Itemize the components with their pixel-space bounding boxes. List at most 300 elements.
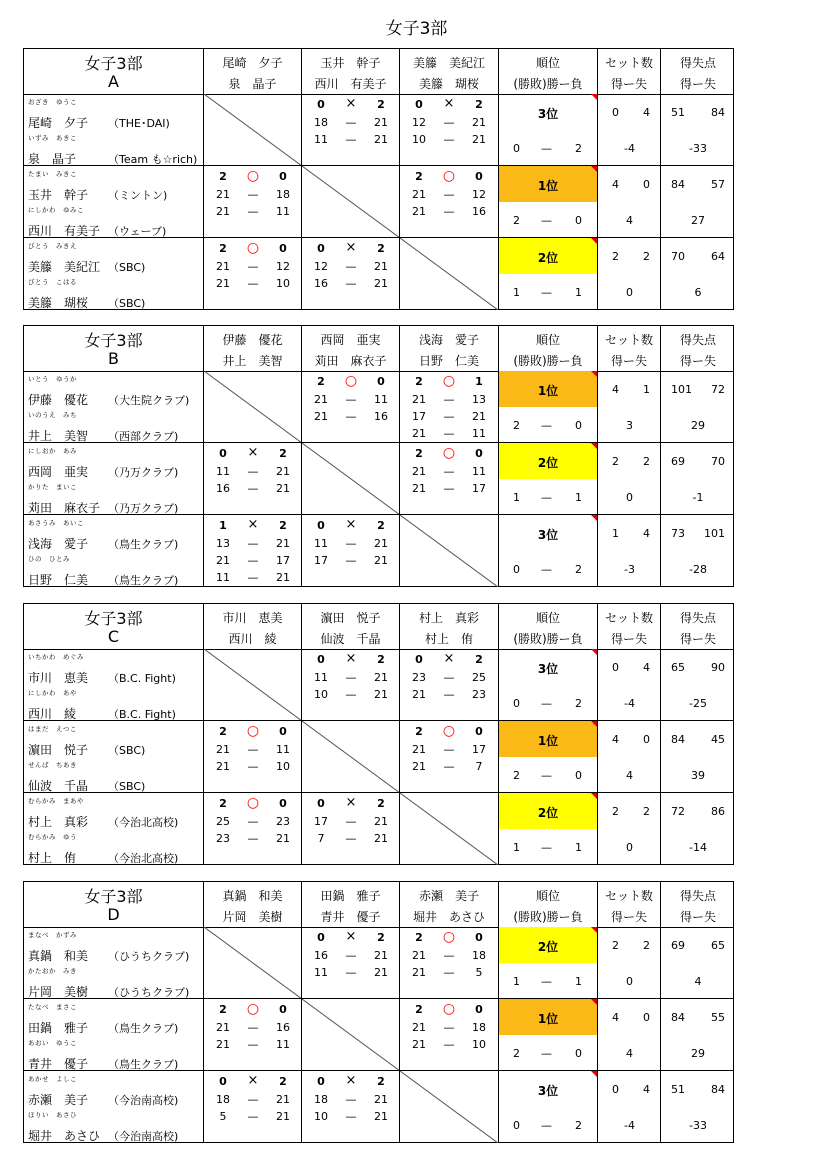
set-dash: — [247,1038,259,1051]
set-score-own: 21 [216,188,230,201]
player-name-1: 伊藤 優花 [28,393,89,407]
sets-cell [598,793,661,865]
win-circle-icon: ○ [442,445,456,461]
sets-diff: 3 [626,419,633,432]
set-score-opp: 21 [374,671,388,684]
rank-cell [499,371,597,442]
pair-row [24,443,733,515]
player-name-2: 苅田 麻衣子 [28,501,101,515]
set-score-opp: 21 [374,1093,388,1106]
group-table [23,603,734,865]
points-diff: 4 [694,975,702,988]
set-score-own: 21 [216,260,230,273]
header-cell [400,49,499,94]
set-score-own: 21 [412,760,426,773]
rank-label: 1位 [537,384,559,398]
sets-won: 2 [612,250,619,263]
set-dash: — [247,277,259,290]
sets-lost: 0 [643,178,650,191]
match-cell [302,238,400,310]
club-1: （鳥生クラブ) [108,1022,179,1035]
set-score-opp: 16 [374,410,388,423]
points-won: 73 [671,527,685,540]
record-dash: — [541,286,552,299]
header-record-label: (勝敗)勝ー負 [513,77,583,91]
group-header [24,604,733,650]
group-table [23,881,734,1143]
set-score-opp: 12 [472,188,486,201]
set-score-opp: 21 [276,482,290,495]
points-cell [661,443,735,514]
club-1: （今治南高校) [108,1094,179,1107]
wins-count: 1 [513,286,520,299]
set-score-own: 21 [314,393,328,406]
win-circle-icon: ○ [442,723,456,739]
header-record-label: (勝敗)勝ー負 [513,910,583,924]
set-dash: — [247,760,259,773]
points-lost: 64 [711,250,725,263]
player-name-1: 浅海 愛子 [28,537,89,551]
header-points-sub: 得ー失 [679,632,716,646]
points-cell [661,721,735,792]
rank-highlight [499,166,597,202]
furigana-1: たまい みきこ [28,170,77,178]
player-name-2: 日野 仁美 [28,573,89,587]
points-lost: 101 [704,527,725,540]
match-sets-lost: 0 [279,1003,287,1016]
group-header [24,882,733,928]
points-diff: -28 [689,563,707,576]
group-title: 女子3部 [84,609,143,628]
header-cell [400,326,499,371]
header-points-label: 得失点 [679,333,716,347]
set-score-opp: 21 [374,832,388,845]
header-cell [598,604,661,649]
rank-highlight [499,721,597,757]
sets-cell [598,166,661,237]
header-cell [24,604,204,649]
set-score-own: 11 [216,465,230,478]
match-cell [302,371,400,442]
match-cell [204,721,302,792]
set-dash: — [247,465,259,478]
rank-cell [499,94,597,165]
player-cell [24,238,204,310]
furigana-2: せんば ちあき [28,761,77,769]
win-circle-icon: ○ [246,795,260,811]
header-cell [302,604,400,649]
set-score-own: 21 [412,1038,426,1051]
loss-cross-icon: × [345,795,357,810]
player-name-2: 泉 晶子 [28,152,77,166]
club-2: （西部クラブ) [108,430,179,443]
set-score-opp: 21 [374,260,388,273]
rank-label: 1位 [537,734,559,748]
rank-highlight [499,793,597,829]
club-1: （今治北高校) [108,816,179,829]
points-lost: 90 [711,661,725,674]
win-circle-icon: ○ [344,373,358,389]
points-diff: 6 [694,286,702,299]
set-score-own: 18 [314,116,328,129]
player-name-2: 西川 綾 [28,707,77,721]
losses-count: 0 [575,1047,582,1060]
set-dash: — [345,393,357,406]
losses-count: 1 [575,286,582,299]
set-score-opp: 11 [472,427,486,440]
set-score-opp: 10 [472,1038,486,1051]
player-name-1: 赤瀬 美子 [28,1093,89,1107]
losses-count: 2 [575,697,582,710]
header-player-1: 濵田 悦子 [320,611,381,625]
set-score-own: 21 [412,688,426,701]
club-2: （B.C. Fight) [108,708,176,721]
furigana-2: ひの ひとみ [28,555,70,563]
match-sets-won: 2 [415,170,423,183]
set-dash: — [443,393,455,406]
furigana-2: かたおか みき [28,967,77,975]
furigana-2: にしかわ あや [28,689,77,697]
sets-cell [598,927,661,998]
losses-count: 2 [575,563,582,576]
furigana-2: にしかわ ゆみこ [28,206,84,214]
player-name-2: 青井 優子 [28,1057,89,1071]
set-score-own: 10 [314,688,328,701]
match-sets-won: 2 [219,1003,227,1016]
match-sets-won: 2 [219,797,227,810]
club-2: （鳥生クラブ) [108,574,179,587]
set-score-opp: 21 [374,966,388,979]
set-score-opp: 18 [472,949,486,962]
player-cell [24,927,204,998]
sets-won: 1 [612,527,619,540]
points-cell [661,371,735,442]
set-dash: — [345,537,357,550]
match-sets-lost: 0 [475,725,483,738]
set-dash: — [443,410,455,423]
match-cell [400,721,498,792]
group-table [23,325,734,587]
set-score-own: 21 [412,966,426,979]
match-sets-won: 2 [415,931,423,944]
group-letter: B [108,349,119,368]
match-sets-lost: 0 [279,725,287,738]
rank-cell [499,793,597,865]
player-name-1: 玉井 幹子 [28,188,89,202]
header-cell [499,326,598,371]
set-score-own: 21 [412,205,426,218]
sets-cell [598,94,661,165]
sets-cell [598,649,661,720]
match-sets-won: 0 [317,931,325,944]
header-sets-sub: 得ー失 [610,632,647,646]
rank-label: 2位 [537,940,559,954]
player-cell [24,515,204,587]
match-sets-lost: 2 [377,797,385,810]
match-sets-lost: 1 [475,375,483,388]
set-dash: — [247,482,259,495]
match-sets-won: 2 [415,1003,423,1016]
record-dash: — [541,142,552,155]
club-1: （大生院クラブ) [108,394,190,407]
match-cell [204,443,302,514]
set-dash: — [247,188,259,201]
player-cell [24,371,204,442]
losses-count: 1 [575,975,582,988]
match-sets-lost: 2 [377,931,385,944]
set-score-own: 21 [216,1038,230,1051]
set-score-opp: 21 [374,1110,388,1123]
record-dash: — [541,214,552,227]
points-won: 69 [671,939,685,952]
self-match-diagonal [204,371,302,442]
set-dash: — [247,571,259,584]
match-sets-lost: 2 [279,1075,287,1088]
win-circle-icon: ○ [246,1001,260,1017]
header-cell [499,49,598,94]
set-score-own: 21 [412,393,426,406]
set-dash: — [247,537,259,550]
record-dash: — [541,419,552,432]
set-dash: — [443,671,455,684]
set-score-own: 21 [216,277,230,290]
match-sets-lost: 0 [279,170,287,183]
match-sets-won: 1 [219,519,227,532]
match-sets-won: 0 [317,1075,325,1088]
set-score-own: 10 [314,1110,328,1123]
points-lost: 86 [711,805,725,818]
set-score-opp: 21 [374,133,388,146]
match-sets-lost: 0 [475,1003,483,1016]
win-circle-icon: ○ [246,723,260,739]
group-header [24,49,733,95]
sets-cell [598,721,661,792]
match-cell [400,94,498,165]
set-score-own: 21 [412,188,426,201]
set-score-opp: 10 [276,277,290,290]
win-circle-icon: ○ [246,168,260,184]
sets-diff: -4 [624,142,635,155]
losses-count: 2 [575,142,582,155]
header-player-1: 赤瀬 美子 [418,889,479,903]
set-score-opp: 16 [276,1021,290,1034]
set-dash: — [345,133,357,146]
player-name-1: 尾崎 夕子 [28,116,89,130]
points-diff: 29 [691,1047,705,1060]
header-sets-label: セット数 [604,56,653,70]
rank-highlight [499,94,597,130]
points-diff: -25 [689,697,707,710]
group-title: 女子3部 [84,887,143,906]
rank-highlight [499,927,597,963]
losses-count: 2 [575,1119,582,1132]
set-dash: — [443,1038,455,1051]
wins-count: 0 [513,1119,520,1132]
self-match-diagonal [400,1071,498,1143]
rank-highlight [499,371,597,407]
group-letter: C [107,627,120,646]
points-won: 84 [671,733,685,746]
club-2: （SBC) [108,780,146,793]
header-cell [661,49,735,94]
match-cell [204,238,302,310]
match-cell [400,166,498,237]
furigana-2: かりた まいこ [28,483,77,491]
set-score-opp: 21 [276,1110,290,1123]
header-player-1: 村上 真彩 [418,611,479,625]
header-cell [661,326,735,371]
header-player-2: 西川 綾 [228,632,277,646]
self-match-diagonal [204,927,302,998]
set-score-opp: 21 [276,537,290,550]
set-score-own: 25 [216,815,230,828]
header-player-1: 市川 恵美 [222,611,283,625]
set-score-own: 21 [412,1021,426,1034]
set-dash: — [247,205,259,218]
club-1: （SBC) [108,744,146,757]
player-name-2: 西川 有美子 [28,224,101,238]
points-lost: 57 [711,178,725,191]
wins-count: 2 [513,1047,520,1060]
set-dash: — [345,260,357,273]
group-header [24,326,733,372]
sets-won: 0 [612,106,619,119]
match-sets-lost: 2 [377,1075,385,1088]
header-points-label: 得失点 [679,56,716,70]
points-lost: 55 [711,1011,725,1024]
set-score-opp: 21 [472,410,486,423]
player-name-1: 市川 恵美 [28,671,89,685]
loss-cross-icon: × [345,929,357,944]
rank-label: 2位 [537,251,559,265]
match-sets-lost: 2 [377,242,385,255]
header-player-2: 井上 美智 [222,354,283,368]
sets-lost: 4 [643,527,650,540]
rank-label: 3位 [537,662,559,676]
comment-marker-icon [591,999,597,1005]
loss-cross-icon: × [345,96,357,111]
set-score-opp: 17 [276,554,290,567]
comment-marker-icon [591,371,597,377]
set-score-own: 21 [314,410,328,423]
club-1: （SBC) [108,261,146,274]
set-score-opp: 21 [472,133,486,146]
header-player-1: 玉井 幹子 [320,56,381,70]
comment-marker-icon [591,649,597,655]
set-score-own: 17 [412,410,426,423]
wins-count: 2 [513,769,520,782]
header-sets-sub: 得ー失 [610,910,647,924]
club-2: （ひうちクラブ) [108,986,190,999]
record-dash: — [541,563,552,576]
sets-won: 4 [612,178,619,191]
rank-label: 3位 [537,528,559,542]
header-sets-label: セット数 [604,889,653,903]
match-sets-lost: 0 [377,375,385,388]
self-match-diagonal [204,94,302,165]
record-dash: — [541,769,552,782]
club-1: （B.C. Fight) [108,672,176,685]
win-circle-icon: ○ [442,373,456,389]
group-letter: A [108,72,119,91]
furigana-1: たなべ まさこ [28,1003,77,1011]
header-player-1: 美籐 美紀江 [412,56,485,70]
set-score-own: 16 [314,277,328,290]
header-cell [204,326,302,371]
set-score-opp: 21 [276,832,290,845]
player-name-1: 村上 真彩 [28,815,89,829]
rank-cell [499,238,597,310]
set-score-own: 5 [219,1110,227,1123]
club-1: （THE･DAI) [108,117,170,130]
points-diff: -33 [689,142,707,155]
furigana-2: ほりい あさひ [28,1111,77,1119]
sets-lost: 2 [643,939,650,952]
set-dash: — [247,832,259,845]
header-player-1: 浅海 愛子 [418,333,479,347]
rank-highlight [499,1071,597,1107]
header-player-1: 尾崎 夕子 [222,56,283,70]
wins-count: 1 [513,841,520,854]
points-diff: -1 [692,491,704,504]
set-score-own: 18 [314,1093,328,1106]
rank-highlight [499,999,597,1035]
furigana-1: にしおか あみ [28,447,77,455]
points-won: 69 [671,455,685,468]
sets-lost: 0 [643,733,650,746]
group-title: 女子3部 [84,331,143,350]
self-match-diagonal [400,793,498,865]
furigana-1: むらかみ まあや [28,797,84,805]
set-score-own: 23 [216,832,230,845]
header-rank-label: 順位 [535,56,560,70]
set-dash: — [443,760,455,773]
match-cell [400,649,498,720]
club-2: （今治北高校) [108,852,179,865]
sets-won: 4 [612,383,619,396]
set-score-opp: 16 [472,205,486,218]
rank-highlight [499,515,597,551]
header-player-2: 苅田 麻衣子 [314,354,387,368]
header-cell [598,49,661,94]
points-won: 72 [671,805,685,818]
rank-cell [499,649,597,720]
sets-diff: -3 [624,563,635,576]
set-score-opp: 7 [475,760,483,773]
loss-cross-icon: × [345,651,357,666]
set-score-opp: 21 [374,537,388,550]
player-name-2: 村上 侑 [28,851,77,865]
self-match-diagonal [400,515,498,587]
rank-label: 1位 [537,1012,559,1026]
pair-row [24,371,733,443]
match-cell [302,94,400,165]
sets-diff: 0 [626,491,633,504]
wins-count: 0 [513,563,520,576]
header-cell [598,882,661,927]
record-dash: — [541,1047,552,1060]
rank-cell [499,1071,597,1143]
set-dash: — [247,1093,259,1106]
match-sets-won: 0 [317,797,325,810]
set-dash: — [247,815,259,828]
set-score-opp: 13 [472,393,486,406]
sets-won: 0 [612,1083,619,1096]
set-score-opp: 17 [472,482,486,495]
set-dash: — [443,188,455,201]
header-cell [400,882,499,927]
match-sets-won: 0 [415,98,423,111]
